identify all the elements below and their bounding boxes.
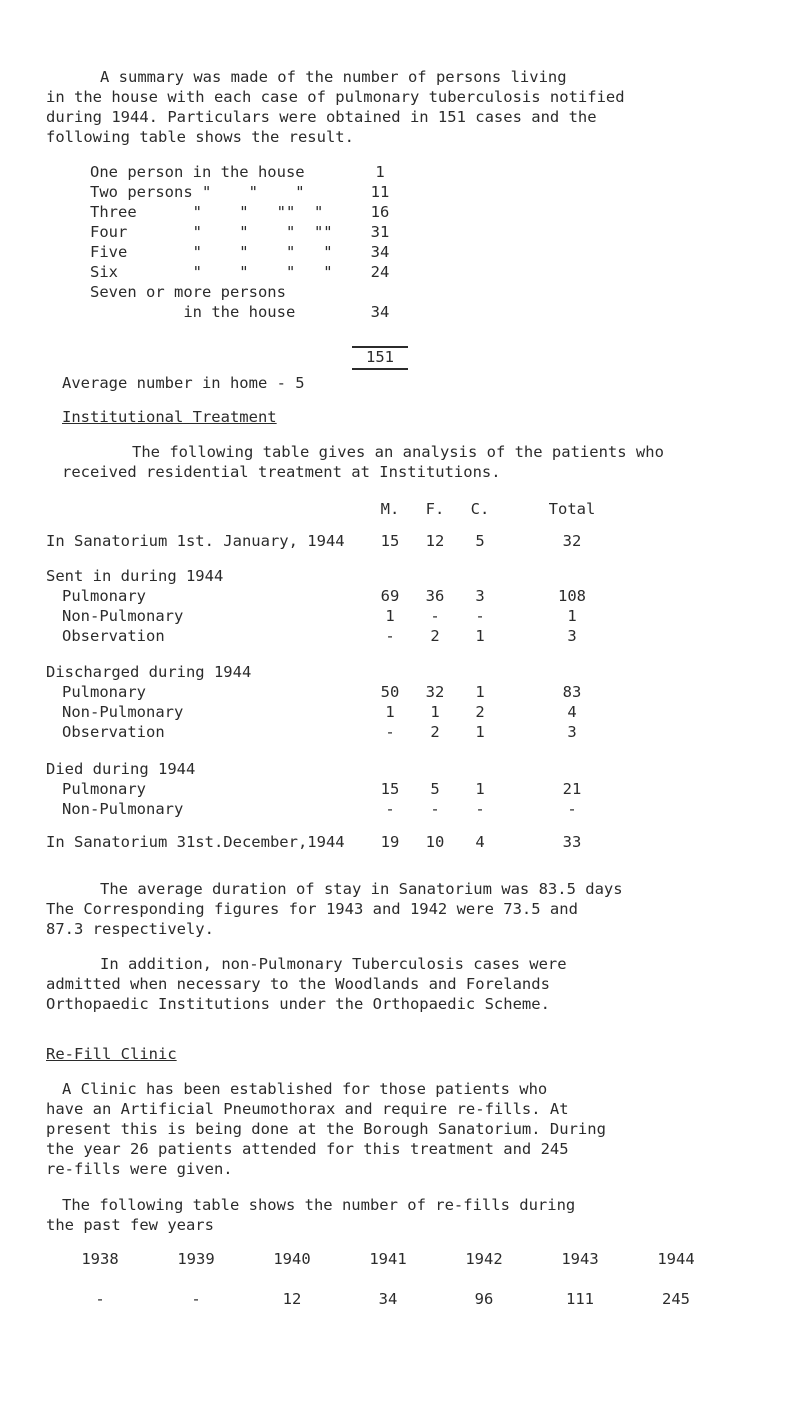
cell-c: 5 (475, 532, 485, 550)
institutional-row-label: In Sanatorium 31st.December,1944 (46, 833, 345, 851)
household-row-value: 31 (370, 223, 390, 241)
cell-m: 15 (380, 532, 400, 550)
institutional-row-label: Observation (62, 627, 165, 645)
cell-total: 4 (567, 703, 577, 721)
refill-year: 1941 (369, 1250, 407, 1268)
household-row-label: Four " " " "" (90, 223, 333, 241)
refill-line-3: present this is being done at the Borough Sanatorium. During (46, 1120, 606, 1138)
household-row-value: 1 (375, 163, 385, 181)
column-header-f: F. (425, 500, 445, 518)
household-row-value: 34 (370, 303, 390, 321)
household-row-value: 11 (370, 183, 390, 201)
institutional-row-label: Observation (62, 723, 165, 741)
household-total: 151 (366, 348, 394, 366)
duration-line-3: 87.3 respectively. (46, 920, 214, 938)
cell-c: 1 (475, 627, 485, 645)
cell-m: 15 (380, 780, 400, 798)
refill-heading: Re-Fill Clinic (46, 1045, 177, 1063)
column-header-m: M. (380, 500, 400, 518)
refill-year: 1942 (465, 1250, 503, 1268)
refill-year: 1940 (273, 1250, 311, 1268)
household-row-value: 34 (370, 243, 390, 261)
refill-line-2: have an Artificial Pneumothorax and require re-fills. At (46, 1100, 569, 1118)
cell-total: - (567, 800, 577, 818)
intro-line-1: A summary was made of the number of persons living (100, 68, 567, 86)
cell-total: 32 (562, 532, 582, 550)
refill-count: - (191, 1290, 201, 1308)
addition-line-3: Orthopaedic Institutions under the Orthopaedic Scheme. (46, 995, 550, 1013)
refill-line-5: re-fills were given. (46, 1160, 233, 1178)
household-row-label: Two persons " " " (90, 183, 305, 201)
duration-line-2: The Corresponding figures for 1943 and 1942 were 73.5 and (46, 900, 578, 918)
average-line: Average number in home - 5 (62, 374, 305, 392)
intro-line-2: in the house with each case of pulmonary tuberculosis notified (46, 88, 625, 106)
cell-f: 12 (425, 532, 445, 550)
cell-m: 69 (380, 587, 400, 605)
duration-line-1: The average duration of stay in Sanatorium was 83.5 days (100, 880, 623, 898)
cell-c: 1 (475, 780, 485, 798)
cell-c: 1 (475, 723, 485, 741)
institutional-heading: Institutional Treatment (62, 408, 277, 426)
cell-f: 2 (430, 627, 440, 645)
cell-c: 4 (475, 833, 485, 851)
cell-f: 10 (425, 833, 445, 851)
cell-total: 3 (567, 723, 577, 741)
institutional-row-label: Pulmonary (62, 683, 146, 701)
cell-total: 33 (562, 833, 582, 851)
household-row-value: 16 (370, 203, 390, 221)
refill-line-4: the year 26 patients attended for this treatment and 245 (46, 1140, 569, 1158)
cell-f: 5 (430, 780, 440, 798)
cell-total: 1 (567, 607, 577, 625)
cell-c: 3 (475, 587, 485, 605)
household-row-label: Three " " "" " (90, 203, 324, 221)
refill-year: 1943 (561, 1250, 599, 1268)
cell-c: 2 (475, 703, 485, 721)
household-row-value: 24 (370, 263, 390, 281)
institutional-row-label: Non-Pulmonary (62, 800, 184, 818)
cell-f: - (430, 800, 440, 818)
refill-line-1: A Clinic has been established for those patients who (62, 1080, 548, 1098)
cell-total: 108 (558, 587, 586, 605)
intro-line-4: following table shows the result. (46, 128, 354, 146)
cell-total: 3 (567, 627, 577, 645)
household-row-label: Five " " " " (90, 243, 333, 261)
household-row-label: Six " " " " (90, 263, 333, 281)
refill-table-intro-1: The following table shows the number of re-fills during (62, 1196, 576, 1214)
institutional-row-label: In Sanatorium 1st. January, 1944 (46, 532, 345, 550)
addition-line-1: In addition, non-Pulmonary Tuberculosis cases were (100, 955, 567, 973)
cell-m: - (385, 800, 395, 818)
cell-m: 50 (380, 683, 400, 701)
cell-m: 1 (385, 703, 395, 721)
refill-table-intro-2: the past few years (46, 1216, 214, 1234)
cell-m: 19 (380, 833, 400, 851)
addition-line-2: admitted when necessary to the Woodlands and Forelands (46, 975, 550, 993)
institutional-para-2: received residential treatment at Institutions. (62, 463, 501, 481)
refill-year: 1938 (81, 1250, 119, 1268)
refill-year: 1944 (657, 1250, 695, 1268)
household-row-label: in the house (90, 303, 296, 321)
refill-count: 245 (662, 1290, 690, 1308)
institutional-group-heading: Discharged during 1944 (46, 663, 252, 681)
cell-f: 2 (430, 723, 440, 741)
intro-line-3: during 1944. Particulars were obtained in 151 cases and the (46, 108, 597, 126)
institutional-group-heading: Sent in during 1944 (46, 567, 224, 585)
column-header-total: Total (548, 500, 596, 518)
refill-count: 34 (378, 1290, 398, 1308)
cell-m: 1 (385, 607, 395, 625)
cell-c: - (475, 800, 485, 818)
refill-count: - (95, 1290, 105, 1308)
institutional-row-label: Pulmonary (62, 780, 146, 798)
institutional-row-label: Non-Pulmonary (62, 703, 184, 721)
cell-c: 1 (475, 683, 485, 701)
refill-year: 1939 (177, 1250, 215, 1268)
cell-total: 21 (562, 780, 582, 798)
refill-count: 12 (282, 1290, 302, 1308)
refill-count: 96 (474, 1290, 494, 1308)
cell-total: 83 (562, 683, 582, 701)
institutional-group-heading: Died during 1944 (46, 760, 196, 778)
cell-c: - (475, 607, 485, 625)
cell-m: - (385, 723, 395, 741)
cell-f: 32 (425, 683, 445, 701)
cell-f: 36 (425, 587, 445, 605)
total-rule-bottom (352, 368, 408, 370)
household-row-label: Seven or more persons (90, 283, 286, 301)
household-row-label: One person in the house (90, 163, 305, 181)
cell-f: - (430, 607, 440, 625)
cell-f: 1 (430, 703, 440, 721)
refill-count: 111 (566, 1290, 594, 1308)
column-header-c: C. (470, 500, 490, 518)
institutional-row-label: Non-Pulmonary (62, 607, 184, 625)
institutional-row-label: Pulmonary (62, 587, 146, 605)
cell-m: - (385, 627, 395, 645)
institutional-para-1: The following table gives an analysis of the patients who (132, 443, 664, 461)
